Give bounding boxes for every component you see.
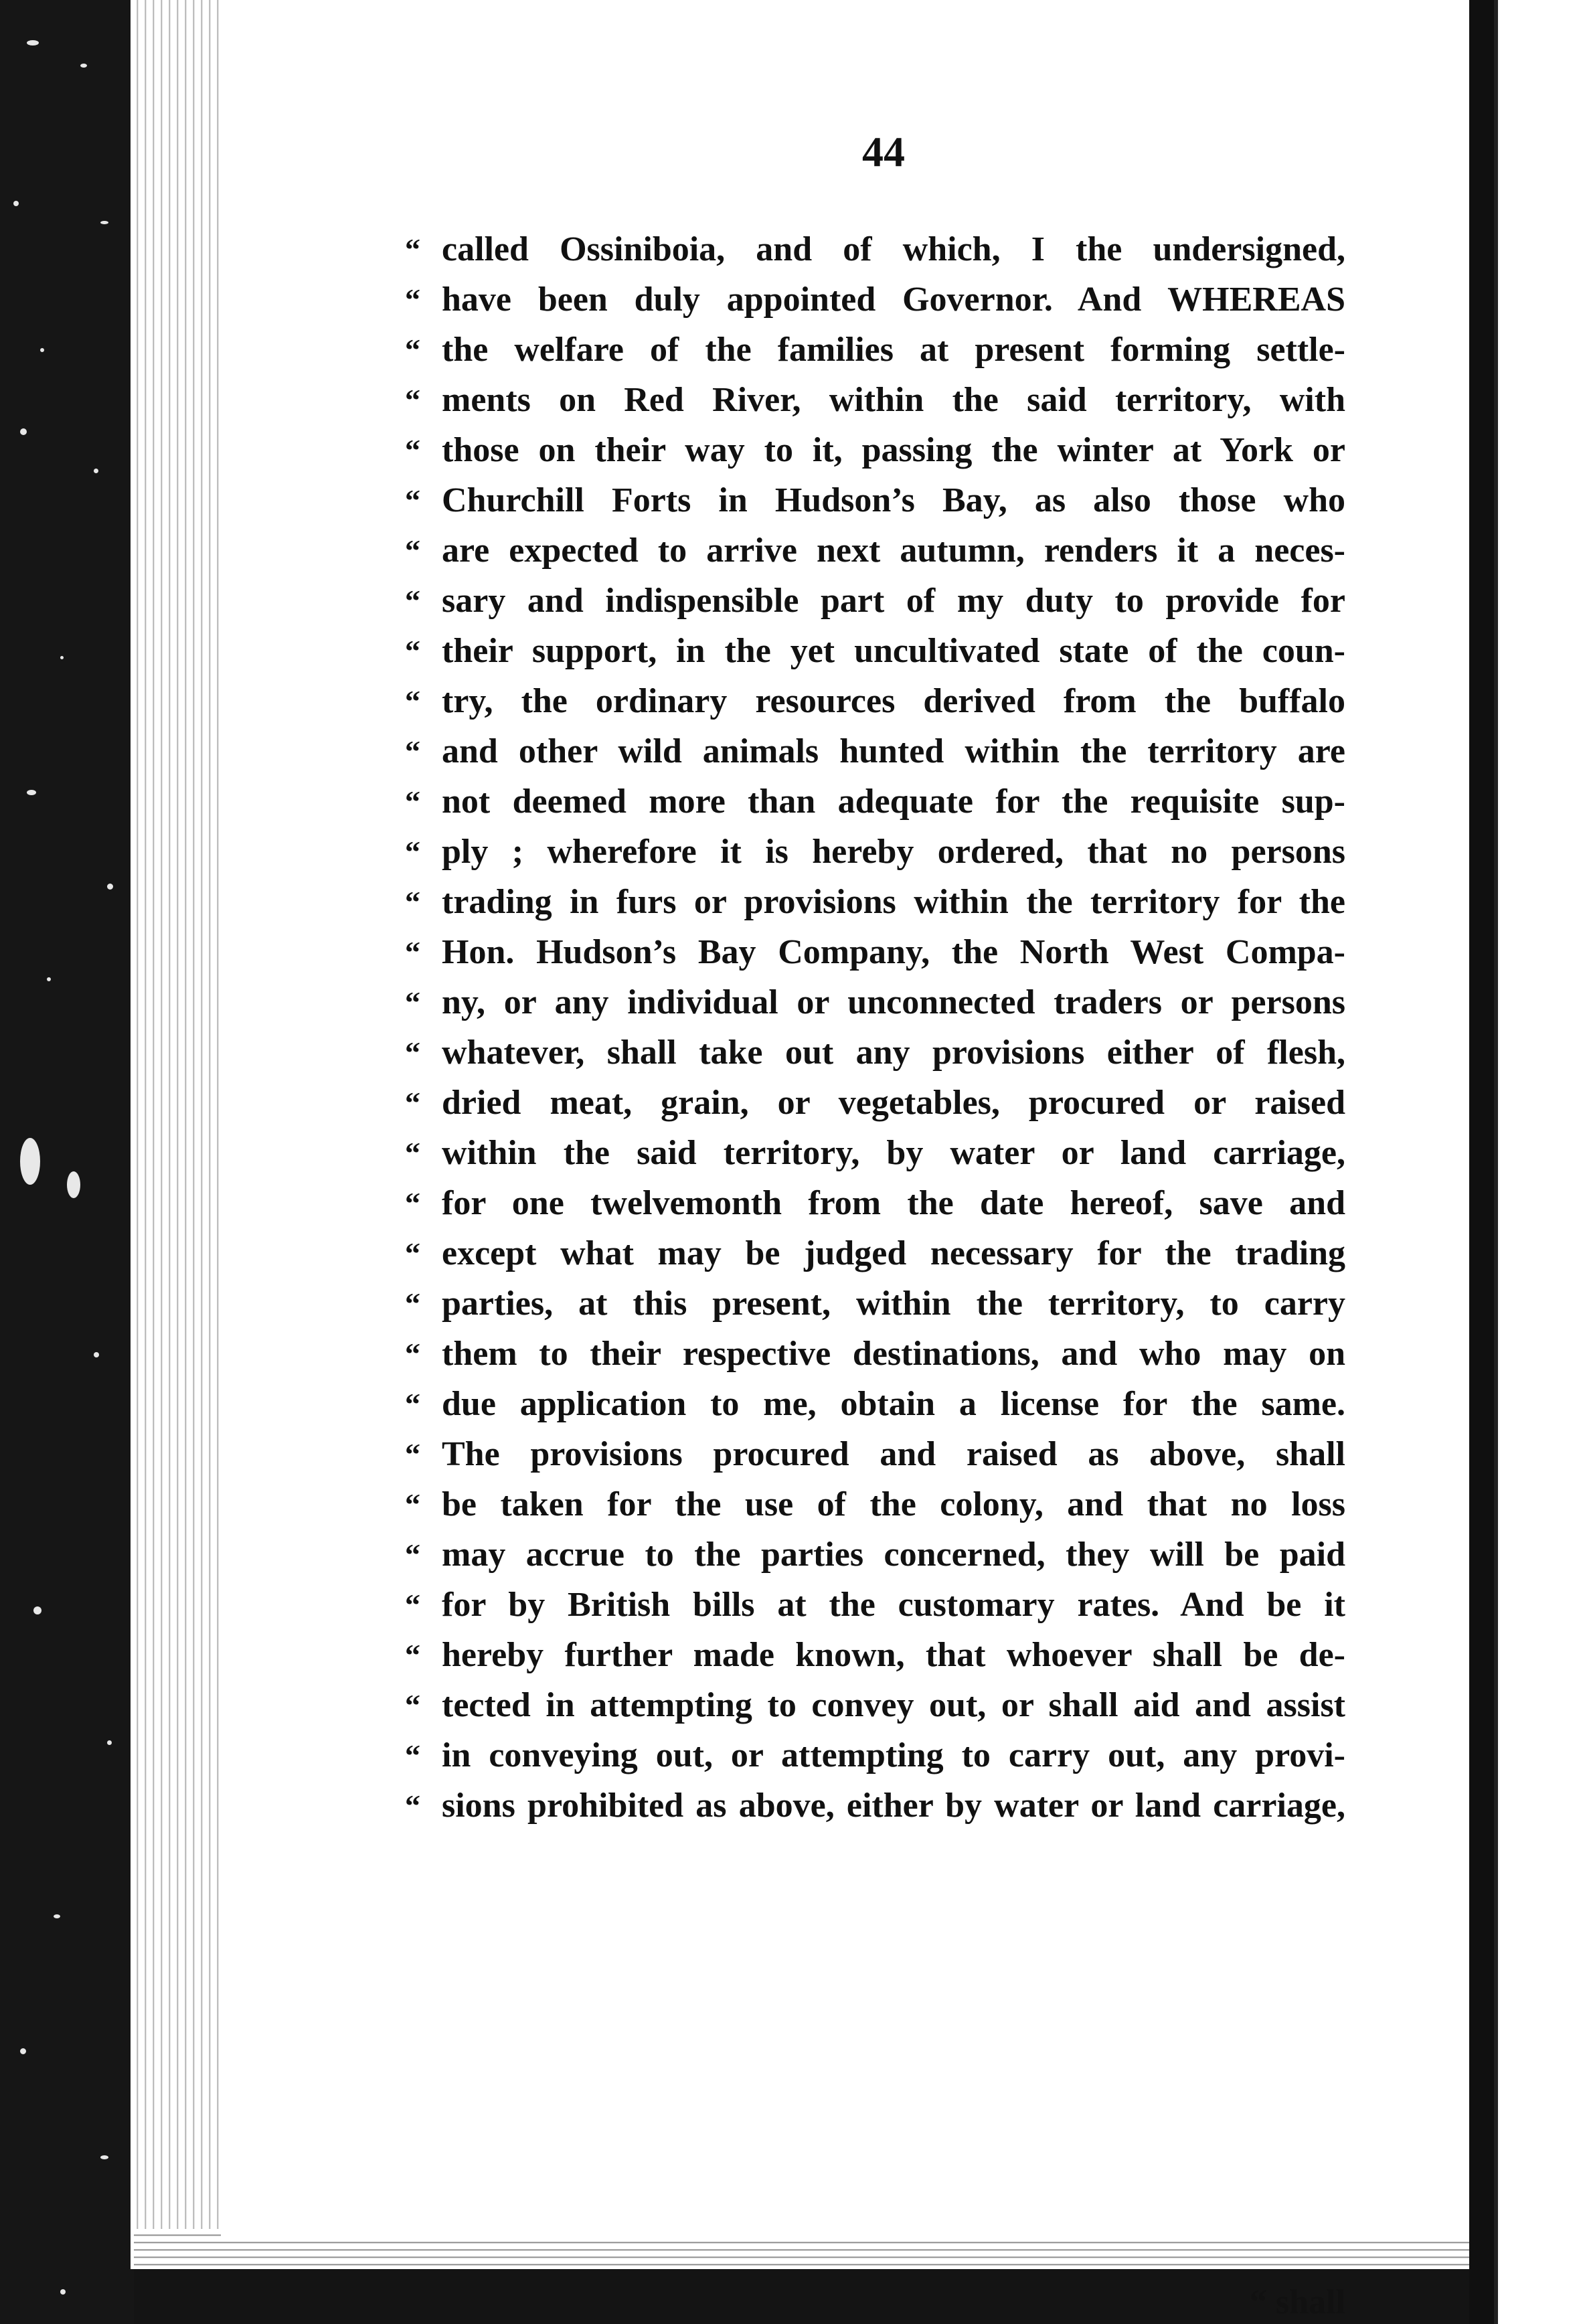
text-line — [405, 1780, 1345, 1831]
line-text: try, the ordinary resources derived from the buffalo — [442, 682, 1345, 720]
text-line — [405, 375, 1345, 425]
quote-mark: “ — [405, 1688, 420, 1722]
text-line — [405, 1278, 1345, 1329]
line-text: ply ; wherefore it is hereby ordered, that no persons — [442, 833, 1345, 871]
scan-noise — [107, 884, 113, 890]
scan-noise — [94, 1352, 99, 1357]
text-line — [405, 274, 1345, 325]
quote-mark: “ — [405, 1487, 420, 1521]
scan-noise — [13, 201, 19, 206]
scan-noise — [27, 790, 36, 795]
quote-mark: “ — [405, 885, 420, 919]
quote-mark: “ — [405, 383, 420, 417]
text-line — [405, 927, 1345, 977]
line-text: dried meat, grain, or vegetables, procured or raised — [442, 1084, 1345, 1122]
text-line — [405, 1128, 1345, 1178]
text-line — [405, 1479, 1345, 1529]
line-text: Hon. Hudson’s Bay Company, the North West Compa- — [442, 933, 1345, 971]
quote-mark: “ — [405, 1638, 420, 1672]
text-line — [405, 1680, 1345, 1730]
body-text — [405, 224, 1345, 1831]
scan-noise — [47, 977, 51, 981]
line-text: and other wild animals hunted within the territory are — [442, 732, 1345, 770]
line-text: The provisions procured and raised as above, shall — [442, 1435, 1345, 1473]
quote-mark: “ — [405, 1789, 420, 1823]
text-line — [405, 776, 1345, 827]
text-line — [405, 475, 1345, 525]
line-text: for by British bills at the customary rates. And be it — [442, 1586, 1345, 1624]
catchword: “ shall — [1249, 2283, 1345, 2321]
text-line — [405, 1178, 1345, 1228]
line-text: ments on Red River, within the said territory, with — [442, 381, 1345, 419]
line-text: sions prohibited as above, either by water or land carriage, — [442, 1787, 1345, 1825]
line-text: sary and indispensible part of my duty to provide for — [442, 582, 1345, 620]
quote-mark: “ — [405, 282, 420, 317]
quote-mark: “ — [405, 835, 420, 869]
scan-noise — [80, 64, 87, 68]
quote-mark: “ — [405, 1136, 420, 1170]
scan-noise — [20, 2048, 26, 2054]
text-line — [405, 1228, 1345, 1278]
quote-mark: “ — [405, 1236, 420, 1270]
line-text: for one twelvemonth from the date hereof, save and — [442, 1184, 1345, 1222]
page-number: 44 — [862, 128, 905, 175]
line-text: are expected to arrive next autumn, renders it a neces- — [442, 531, 1345, 570]
text-line — [405, 576, 1345, 626]
scan-noise — [100, 2155, 108, 2159]
text-line — [405, 1580, 1345, 1630]
scan-noise — [60, 656, 64, 659]
scan-noise — [40, 348, 44, 352]
line-text: be taken for the use of the colony, and that no loss — [442, 1485, 1345, 1523]
scan-noise — [27, 40, 39, 46]
quote-mark: “ — [405, 1738, 420, 1772]
line-text: them to their respective destinations, and who may on — [442, 1335, 1345, 1373]
scan-noise — [107, 1740, 112, 1745]
line-text: in conveying out, or attempting to carry out, any provi- — [442, 1736, 1345, 1774]
line-text: except what may be judged necessary for the trading — [442, 1234, 1345, 1272]
line-text: their support, in the yet uncultivated state of the coun- — [442, 632, 1345, 670]
scan-noise — [20, 428, 27, 435]
text-line — [405, 1078, 1345, 1128]
quote-mark: “ — [405, 1286, 420, 1321]
line-text: have been duly appointed Governor. And WHEREAS — [442, 280, 1345, 319]
quote-mark: “ — [405, 684, 420, 718]
scan-noise — [100, 221, 108, 224]
line-text: due application to me, obtain a license for the same. — [442, 1385, 1345, 1423]
facing-page-edge — [1494, 0, 1585, 2324]
gutter-shadow — [1469, 0, 1496, 2324]
quote-mark: “ — [405, 1186, 420, 1220]
line-text: those on their way to it, passing the winter at York or — [442, 431, 1345, 469]
text-line — [405, 425, 1345, 475]
line-text: parties, at this present, within the territory, to carry — [442, 1284, 1345, 1323]
text-line — [405, 1379, 1345, 1429]
quote-mark: “ — [405, 483, 420, 517]
quote-mark: “ — [405, 533, 420, 568]
line-text: the welfare of the families at present forming settle- — [442, 331, 1345, 369]
line-text: ny, or any individual or unconnected traders or persons — [442, 983, 1345, 1021]
page-edges — [131, 0, 223, 2269]
quote-mark: “ — [405, 1387, 420, 1421]
line-text: not deemed more than adequate for the requisite sup- — [442, 782, 1345, 821]
quote-mark: “ — [405, 935, 420, 969]
text-line — [405, 726, 1345, 776]
text-line — [405, 626, 1345, 676]
scanner-margin-left — [0, 0, 134, 2324]
text-line — [405, 877, 1345, 927]
line-text: called Ossiniboia, and of which, I the undersigned, — [442, 230, 1345, 268]
scan-noise — [67, 1171, 80, 1198]
quote-mark: “ — [405, 734, 420, 768]
quote-mark: “ — [405, 1437, 420, 1471]
quote-mark: “ — [405, 232, 420, 266]
quote-mark: “ — [405, 1538, 420, 1572]
text-line — [405, 1429, 1345, 1479]
quote-mark: “ — [405, 584, 420, 618]
scan-noise — [94, 469, 98, 473]
quote-mark: “ — [405, 634, 420, 668]
text-line — [405, 827, 1345, 877]
text-line — [405, 1329, 1345, 1379]
quote-mark: “ — [405, 1588, 420, 1622]
scan-noise — [60, 2289, 66, 2295]
text-line — [405, 1529, 1345, 1580]
quote-mark: “ — [405, 333, 420, 367]
scan-noise — [54, 1914, 60, 1918]
text-line — [405, 224, 1345, 274]
line-text: tected in attempting to convey out, or shall aid and assist — [442, 1686, 1345, 1724]
line-text: hereby further made known, that whoever shall be de- — [442, 1636, 1345, 1674]
quote-mark: “ — [405, 433, 420, 467]
text-line — [405, 977, 1345, 1027]
text-line — [405, 1730, 1345, 1780]
text-line — [405, 676, 1345, 726]
quote-mark: “ — [405, 985, 420, 1019]
text-line — [405, 1630, 1345, 1680]
line-text: whatever, shall take out any provisions either of flesh, — [442, 1033, 1345, 1072]
quote-mark: “ — [405, 1086, 420, 1120]
line-text: within the said territory, by water or land carriage, — [442, 1134, 1345, 1172]
quote-mark: “ — [405, 1035, 420, 1070]
text-line — [405, 325, 1345, 375]
line-text: Churchill Forts in Hudson’s Bay, as also those who — [442, 481, 1345, 519]
quote-mark: “ — [405, 784, 420, 819]
scan-noise — [20, 1138, 40, 1185]
quote-mark: “ — [405, 1337, 420, 1371]
scan-noise — [33, 1606, 41, 1614]
line-text: may accrue to the parties concerned, they will be paid — [442, 1536, 1345, 1574]
text-line — [405, 525, 1345, 576]
text-line — [405, 1027, 1345, 1078]
line-text: trading in furs or provisions within the territory for the — [442, 883, 1345, 921]
